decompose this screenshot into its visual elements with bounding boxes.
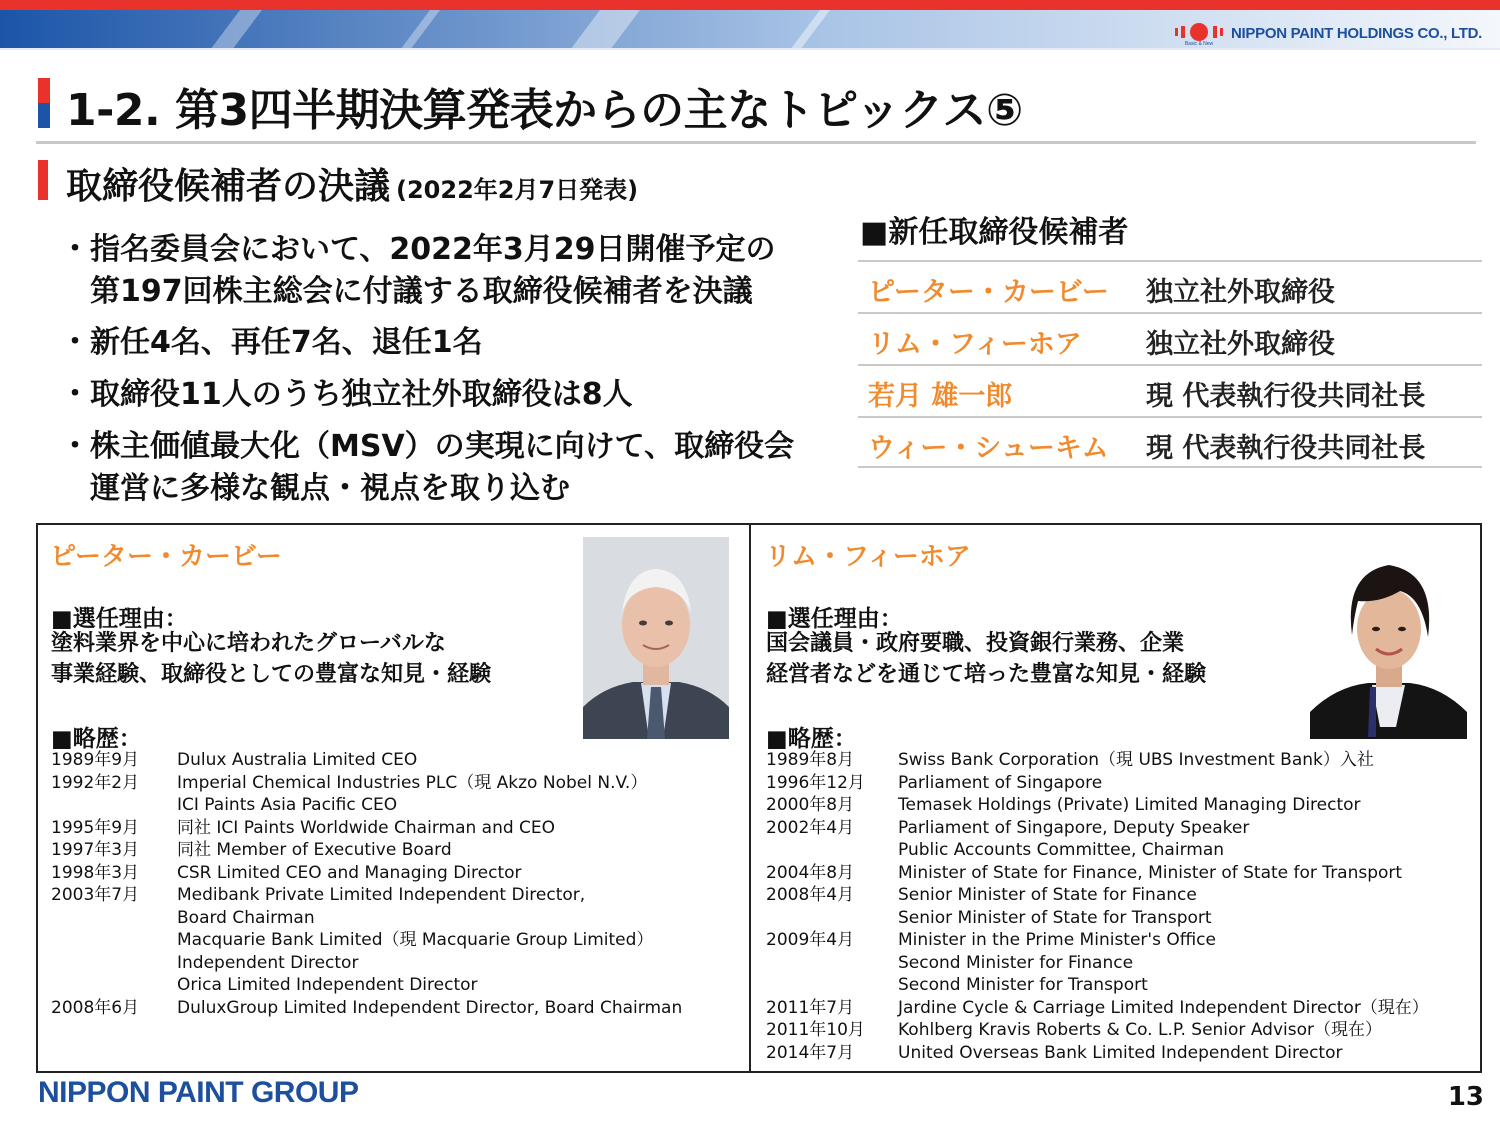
career-date: 1995年9月: [51, 817, 140, 838]
reason-line: 事業経験、取締役としての豊富な知見・経験: [51, 662, 492, 687]
career-entry: [51, 862, 682, 885]
reason-heading: ■選任理由：: [766, 606, 903, 632]
career-line: 同社 Member of Executive Board: [177, 840, 452, 860]
career-date: 1989年9月: [51, 750, 140, 770]
director-name: ピーター・カービー: [868, 277, 1109, 308]
footer-group-logo: NIPPON PAINT GROUP: [38, 1076, 359, 1109]
career-entry: [51, 817, 682, 840]
title-accent-bar: [38, 78, 50, 128]
career-line: Public Accounts Committee, Chairman: [898, 840, 1225, 860]
career-date: 2004年8月: [766, 862, 855, 883]
career-entry: [766, 749, 1429, 772]
bullet-item: [60, 426, 794, 510]
profile-photo-lim: [1310, 537, 1467, 739]
career-line: Parliament of Singapore, Deputy Speaker: [898, 817, 1250, 838]
director-row: [858, 364, 1482, 416]
bullet-item: [60, 374, 633, 416]
director-role: 現 代表執行役共同社長: [1146, 381, 1426, 412]
career-line: Medibank Private Limited Independent Director,: [177, 885, 586, 905]
director-row: [858, 260, 1482, 312]
career-entry: [766, 1042, 1429, 1065]
profiles-divider: [749, 523, 751, 1073]
career-line: Macquarie Bank Limited（現 Macquarie Group Limited）: [177, 930, 654, 950]
career-line: Senior Minister of State for Transport: [898, 907, 1212, 928]
bullet-line: ・指名委員会において、2022年3月29日開催予定の: [60, 232, 776, 267]
section-date: (2022年2月7日発表): [396, 176, 639, 204]
career-entry: [766, 929, 1429, 997]
career-entry: [766, 884, 1429, 929]
page-number: 13: [1447, 1082, 1484, 1112]
director-role: 独立社外取締役: [1146, 329, 1335, 360]
career-entry: [766, 1019, 1429, 1042]
career-entry: [766, 794, 1429, 817]
table-bottom-rule: [858, 466, 1482, 468]
career-date: 1992年2月: [51, 772, 140, 793]
bullet-line: ・新任4名、再任7名、退任1名: [60, 325, 483, 360]
career-line: United Overseas Bank Limited Independent Director: [898, 1042, 1343, 1063]
bullet-item: [60, 229, 776, 313]
career-date: 2011年7月: [766, 997, 855, 1018]
career-date: 2003年7月: [51, 885, 140, 905]
reason-text: [766, 628, 1206, 690]
section-accent-bar: [38, 160, 48, 200]
section-title: [66, 158, 638, 209]
career-entry: [766, 817, 1429, 862]
reason-heading: ■選任理由：: [51, 606, 188, 632]
career-line: Senior Minister of State for Finance: [898, 885, 1197, 905]
career-entry: [51, 839, 682, 862]
career-line: Swiss Bank Corporation（現 UBS Investment Bank）入社: [898, 750, 1374, 770]
nippon-paint-logo-icon: [1173, 20, 1225, 46]
director-name: ウィー・シューキム: [868, 433, 1109, 464]
career-heading: ■略歴：: [766, 726, 857, 752]
career-entry: [51, 997, 682, 1020]
career-entry: [766, 772, 1429, 795]
company-logo: [1173, 20, 1482, 46]
career-date: 2008年6月: [51, 997, 140, 1018]
career-date: 2011年10月: [766, 1020, 865, 1040]
bullet-line: 第197回株主総会に付議する取締役候補者を決議: [60, 274, 753, 309]
career-line: Parliament of Singapore: [898, 772, 1103, 793]
director-role: 独立社外取締役: [1146, 277, 1335, 308]
career-line: Minister of State for Finance, Minister of State for Transport: [898, 862, 1403, 883]
section-title-text: 取締役候補者の決議: [66, 166, 391, 207]
career-line: Independent Director: [177, 952, 359, 973]
career-line: Imperial Chemical Industries PLC（現 Akzo Nobel N.V.）: [177, 772, 648, 793]
bullet-line: ・株主価値最大化（MSV）の実現に向けて、取締役会: [60, 429, 795, 464]
career-line: ICI Paints Asia Pacific CEO: [177, 795, 398, 815]
bullet-line: 運営に多様な観点・視点を取り込む: [60, 471, 570, 506]
director-name: 若月 雄一郎: [868, 381, 1013, 412]
profile-name: ピーター・カービー: [50, 542, 282, 572]
career-line: DuluxGroup Limited Independent Director, Board Chairman: [177, 997, 683, 1018]
director-role: 現 代表執行役共同社長: [1146, 433, 1426, 464]
new-directors-heading: ■新任取締役候補者: [860, 215, 1129, 250]
career-line: 同社 ICI Paints Worldwide Chairman and CEO: [177, 817, 556, 838]
career-entry: [766, 997, 1429, 1020]
career-entry: [51, 772, 682, 817]
logo-tagline: Basic & New: [1184, 41, 1214, 46]
career-entry: [766, 862, 1429, 885]
reason-text: [51, 628, 491, 690]
career-line: Second Minister for Transport: [898, 975, 1148, 995]
career-line: CSR Limited CEO and Managing Director: [177, 862, 522, 883]
profile-photo-kirby: [583, 537, 729, 739]
career-date: 1997年3月: [51, 840, 140, 860]
profile-name: リム・フィーホア: [765, 542, 971, 572]
career-date: 1996年12月: [766, 772, 865, 793]
bullet-item: [60, 322, 483, 364]
bullet-line: ・取締役11人のうち独立社外取締役は8人: [60, 377, 633, 412]
reason-line: 塗料業界を中心に培われたグローバルな: [51, 631, 446, 656]
career-date: 1998年3月: [51, 862, 140, 883]
career-entry: [51, 749, 682, 772]
career-line: Orica Limited Independent Director: [177, 975, 478, 995]
career-date: 2000年8月: [766, 795, 855, 815]
career-list: [766, 749, 1429, 1064]
company-name: NIPPON PAINT HOLDINGS CO., LTD.: [1231, 24, 1482, 42]
career-date: 2002年4月: [766, 817, 855, 838]
career-date: 2009年4月: [766, 930, 855, 950]
career-date: 1989年8月: [766, 750, 855, 770]
career-line: Jardine Cycle & Carriage Limited Independent Director（現在）: [898, 997, 1429, 1018]
career-line: Temasek Holdings (Private) Limited Managing Director: [898, 795, 1361, 815]
reason-line: 経営者などを通じて培った豊富な知見・経験: [766, 662, 1207, 687]
director-row: [858, 312, 1482, 364]
career-line: Dulux Australia Limited CEO: [177, 750, 418, 770]
career-entry: [51, 884, 682, 997]
reason-line: 国会議員・政府要職、投資銀行業務、企業: [766, 631, 1185, 656]
career-line: Second Minister for Finance: [898, 952, 1134, 973]
career-line: Minister in the Prime Minister's Office: [898, 930, 1216, 950]
career-date: 2014年7月: [766, 1042, 855, 1063]
career-line: Board Chairman: [177, 907, 315, 928]
title-divider: [36, 141, 1476, 144]
director-row: [858, 416, 1482, 468]
career-date: 2008年4月: [766, 885, 855, 905]
career-heading: ■略歴：: [51, 726, 142, 752]
career-list: [51, 749, 682, 1019]
page-title: 1-2. 第3四半期決算発表からの主なトピックス⑤: [66, 85, 1023, 136]
career-line: Kohlberg Kravis Roberts & Co. L.P. Senior Advisor（現在）: [898, 1020, 1382, 1040]
director-name: リム・フィーホア: [868, 329, 1082, 360]
